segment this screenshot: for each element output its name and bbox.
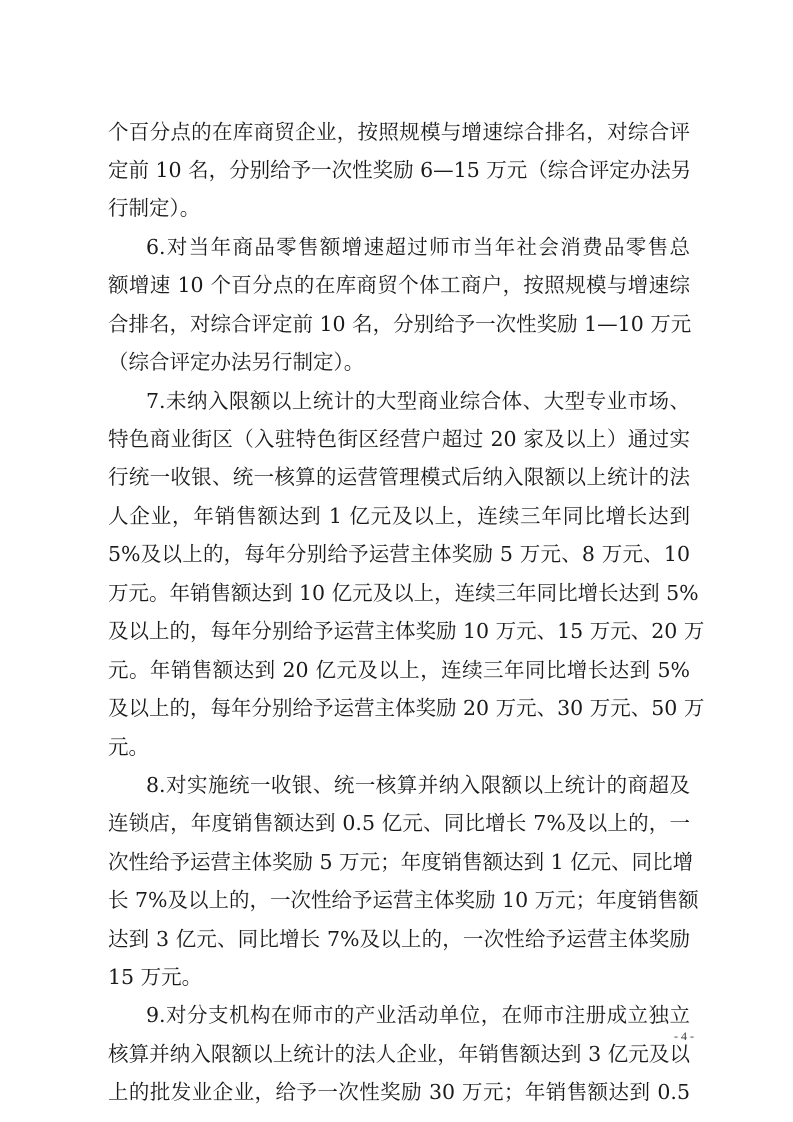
text-line: 5%及以上的，每年分别给予运营主体奖励 5 万元、8 万元、10 (108, 542, 690, 566)
text-line: 元。 (108, 735, 149, 759)
text-line: 行制定）。 (108, 196, 201, 220)
text-line: 长 7%及以上的，一次性给予运营主体奖励 10 万元；年度销售额 (108, 888, 699, 912)
paragraph-6-first-line: 6.对当年商品零售额增速超过师市当年社会消费品零售总 (146, 235, 690, 259)
paragraph-8-first-line: 8.对实施统一收银、统一核算并纳入限额以上统计的商超及 (146, 773, 690, 797)
text-line: 次性给予运营主体奖励 5 万元；年度销售额达到 1 亿元、同比增 (108, 850, 694, 874)
text-line: 定前 10 名，分别给予一次性奖励 6—15 万元（综合评定办法另 (108, 158, 692, 182)
text-line: 核算并纳入限额以上统计的法人企业，年销售额达到 3 亿元及以 (108, 1042, 690, 1066)
text-line: 达到 3 亿元、同比增长 7%及以上的，一次性给予运营主体奖励 (108, 927, 690, 951)
text-line: 个百分点的在库商贸企业，按照规模与增速综合排名，对综合评 (108, 120, 690, 144)
text-line: 人企业，年销售额达到 1 亿元及以上，连续三年同比增长达到 (108, 504, 690, 528)
text-line: 元。年销售额达到 20 亿元及以上，连续三年同比增长达到 5% (108, 658, 690, 682)
paragraph-9-first-line: 9.对分支机构在师市的产业活动单位，在师市注册成立独立 (146, 1003, 690, 1027)
text-line: 额增速 10 个百分点的在库商贸个体工商户，按照规模与增速综 (108, 273, 690, 297)
text-line: 及以上的，每年分别给予运营主体奖励 20 万元、30 万元、50 万 (108, 696, 705, 720)
text-line: 合排名，对综合评定前 10 名，分别给予一次性奖励 1—10 万元 (108, 312, 692, 336)
text-line: 连锁店，年度销售额达到 0.5 亿元、同比增长 7%及以上的，一 (108, 811, 690, 835)
text-line: 15 万元。 (108, 965, 203, 989)
text-line: 行统一收银、统一核算的运营管理模式后纳入限额以上统计的法 (108, 465, 690, 489)
text-line: 上的批发业企业，给予一次性奖励 30 万元；年销售额达到 0.5 (108, 1080, 690, 1104)
text-line: 及以上的，每年分别给予运营主体奖励 10 万元、15 万元、20 万 (108, 619, 705, 643)
text-line: （综合评定办法另行制定）。 (108, 350, 365, 374)
page-number: - 4 - (674, 1029, 694, 1043)
paragraph-7-first-line: 7.未纳入限额以上统计的大型商业综合体、大型专业市场、 (146, 389, 690, 413)
text-line: 特色商业街区（入驻特色街区经营户超过 20 家及以上）通过实 (108, 427, 690, 451)
text-line: 万元。年销售额达到 10 亿元及以上，连续三年同比增长达到 5% (108, 581, 699, 605)
